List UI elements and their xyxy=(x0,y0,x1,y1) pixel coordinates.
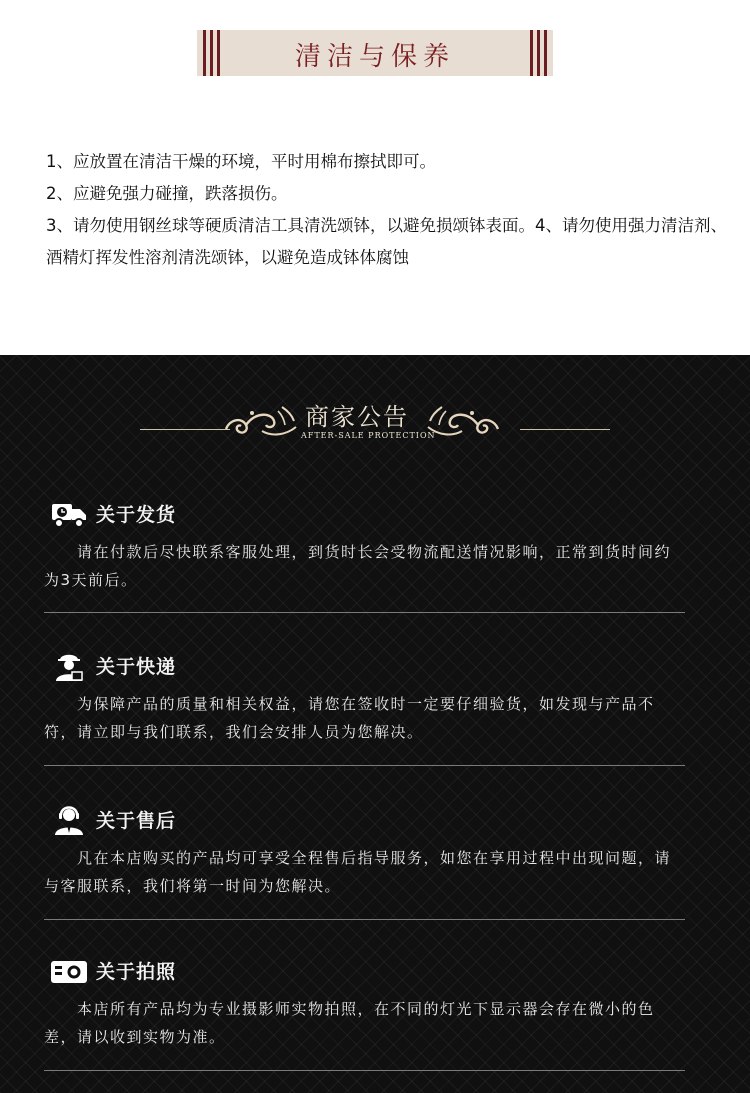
section-title-shipping: 关于发货 xyxy=(96,504,177,526)
section-body-courier: 为保障产品的质量和相关权益，请您在签收时一定要仔细验货，如发现与产品不符，请立即与我们联系，我们会安排人员为您解决。 xyxy=(44,695,655,741)
delivery-truck-icon xyxy=(50,498,88,530)
left-flourish-icon xyxy=(222,401,300,445)
section-divider xyxy=(44,612,685,613)
customer-service-icon xyxy=(50,804,88,836)
notice-header xyxy=(0,393,750,453)
section-divider xyxy=(44,919,685,920)
care-item-3: 3、请勿使用钢丝球等硬质清洁工具清洗颂钵，以避免损颂钵表面。4、请勿使用强力清洁剂、酒精灯挥发性溶剂清洗颂钵，以避免造成钵体腐蚀 xyxy=(46,216,727,267)
notice-subheading: AFTER-SALE PROTECTION xyxy=(301,431,436,440)
section-body-after-sales: 凡在本店购买的产品均可享受全程售后指导服务，如您在享用过程中出现问题，请与客服联系，我们将第一时间为您解决。 xyxy=(44,849,672,895)
care-item-2: 2、应避免强力碰撞，跌落损伤。 xyxy=(46,184,288,203)
section-body-shipping: 请在付款后尽快联系客服处理，到货时长会受物流配送情况影响，正常到货时间约为3天前后。 xyxy=(44,543,672,589)
care-section xyxy=(0,0,750,355)
section-title-after-sales: 关于售后 xyxy=(96,810,177,832)
care-title-banner xyxy=(197,30,553,76)
care-title: 清洁与保养 xyxy=(294,42,455,72)
notice-heading: 商家公告 xyxy=(305,403,409,431)
section-divider xyxy=(44,1070,685,1071)
section-title-courier: 关于快递 xyxy=(96,656,177,678)
camera-icon xyxy=(50,955,88,987)
courier-icon xyxy=(50,650,88,682)
merchant-notice xyxy=(0,355,750,1093)
section-title-photography: 关于拍照 xyxy=(96,961,177,983)
care-list xyxy=(46,146,736,274)
section-body-photography: 本店所有产品均为专业摄影师实物拍照，在不同的灯光下显示器会存在微小的色差，请以收到实物为准。 xyxy=(44,1000,655,1046)
care-item-1: 1、应放置在清洁干燥的环境，平时用棉布擦拭即可。 xyxy=(46,152,436,171)
section-divider xyxy=(44,765,685,766)
